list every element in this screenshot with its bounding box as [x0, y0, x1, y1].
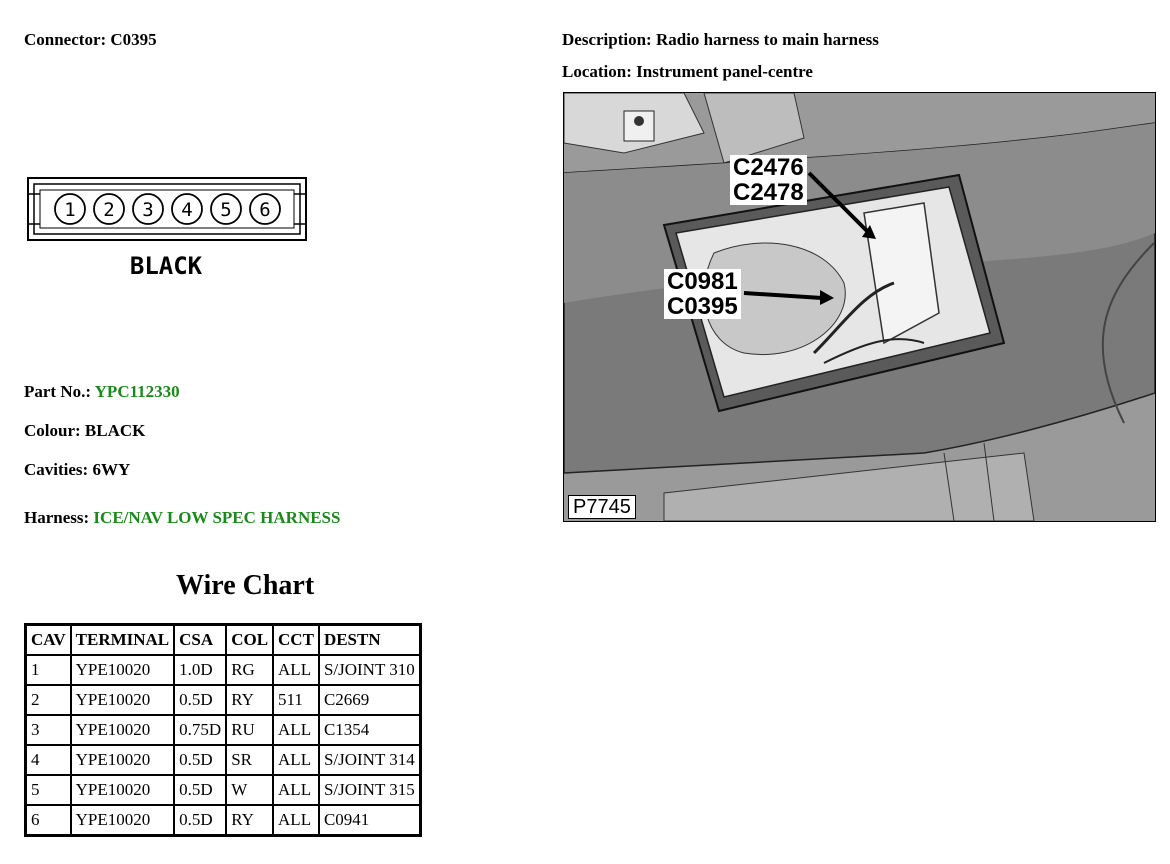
callout-upper-line2: C2478	[733, 179, 804, 206]
pin-number: 1	[64, 199, 76, 221]
table-cell: ALL	[273, 745, 319, 775]
table-row	[26, 715, 421, 745]
callout-lower	[664, 269, 741, 319]
table-cell: 3	[26, 715, 71, 745]
colour-label: Colour:	[24, 421, 81, 440]
connector-id: C0395	[110, 30, 157, 49]
table-cell: YPE10020	[71, 655, 175, 685]
table-cell: ALL	[273, 805, 319, 836]
table-row	[26, 805, 421, 836]
cavities-row	[24, 460, 130, 480]
pin-number: 2	[103, 199, 115, 221]
description-heading	[562, 30, 879, 50]
table-cell: 0.75D	[174, 715, 226, 745]
table-cell: 0.5D	[174, 745, 226, 775]
connector-label: Connector:	[24, 30, 107, 49]
description-label: Description:	[562, 30, 652, 49]
table-cell: 4	[26, 745, 71, 775]
part-number-label: Part No.:	[24, 382, 92, 401]
table-cell: ALL	[273, 715, 319, 745]
table-cell: 0.5D	[174, 775, 226, 805]
column-header: CSA	[174, 625, 226, 656]
table-cell: RU	[226, 715, 273, 745]
callout-lower-line1: C0981	[667, 268, 738, 295]
wire-chart-header-row	[26, 625, 421, 656]
cavities-value: 6WY	[92, 460, 131, 479]
table-row	[26, 745, 421, 775]
part-number-link[interactable]: YPC112330	[94, 382, 180, 401]
table-cell: SR	[226, 745, 273, 775]
table-cell: YPE10020	[71, 805, 175, 836]
table-cell: S/JOINT 310	[319, 655, 420, 685]
description-value: Radio harness to main harness	[655, 30, 879, 49]
table-row	[26, 775, 421, 805]
table-cell: RY	[226, 805, 273, 836]
location-value: Instrument panel-centre	[636, 62, 813, 81]
colour-value: BLACK	[84, 421, 146, 440]
callout-lower-line2: C0395	[667, 293, 738, 320]
column-header: CAV	[26, 625, 71, 656]
location-photo	[563, 92, 1156, 522]
column-header: DESTN	[319, 625, 420, 656]
table-cell: C0941	[319, 805, 420, 836]
callout-upper-line1: C2476	[733, 154, 804, 181]
table-cell: YPE10020	[71, 775, 175, 805]
location-heading	[562, 62, 813, 82]
table-cell: C2669	[319, 685, 420, 715]
connector-colour-caption: BLACK	[129, 252, 203, 280]
instrument-panel-illustration	[564, 93, 1155, 521]
harness-row	[24, 508, 340, 528]
table-cell: 1.0D	[174, 655, 226, 685]
table-cell: S/JOINT 314	[319, 745, 420, 775]
table-cell: C1354	[319, 715, 420, 745]
pin-number: 3	[142, 199, 154, 221]
colour-row	[24, 421, 145, 441]
column-header: COL	[226, 625, 273, 656]
wire-chart-title: Wire Chart	[176, 570, 315, 601]
table-cell: ALL	[273, 655, 319, 685]
callout-upper	[730, 155, 807, 205]
harness-label: Harness:	[24, 508, 90, 527]
table-row	[26, 685, 421, 715]
table-cell: YPE10020	[71, 685, 175, 715]
column-header: CCT	[273, 625, 319, 656]
table-cell: 0.5D	[174, 685, 226, 715]
table-cell: W	[226, 775, 273, 805]
wire-chart-table	[24, 623, 422, 837]
pin-number: 6	[259, 199, 271, 221]
part-number-row	[24, 382, 180, 402]
column-header: TERMINAL	[71, 625, 175, 656]
table-cell: 0.5D	[174, 805, 226, 836]
harness-link[interactable]: ICE/NAV LOW SPEC HARNESS	[93, 508, 341, 527]
table-cell: 1	[26, 655, 71, 685]
connector-heading	[24, 30, 157, 50]
table-cell: 511	[273, 685, 319, 715]
table-cell: S/JOINT 315	[319, 775, 420, 805]
table-cell: 5	[26, 775, 71, 805]
table-cell: RG	[226, 655, 273, 685]
table-cell: 6	[26, 805, 71, 836]
connector-face-diagram	[26, 176, 316, 286]
pin-number: 4	[181, 199, 193, 221]
location-label: Location:	[562, 62, 632, 81]
table-cell: ALL	[273, 775, 319, 805]
table-cell: RY	[226, 685, 273, 715]
cavities-label: Cavities:	[24, 460, 89, 479]
table-cell: 2	[26, 685, 71, 715]
photo-reference: P7745	[568, 495, 636, 519]
table-cell: YPE10020	[71, 745, 175, 775]
table-cell: YPE10020	[71, 715, 175, 745]
pin-number: 5	[220, 199, 232, 221]
table-row	[26, 655, 421, 685]
